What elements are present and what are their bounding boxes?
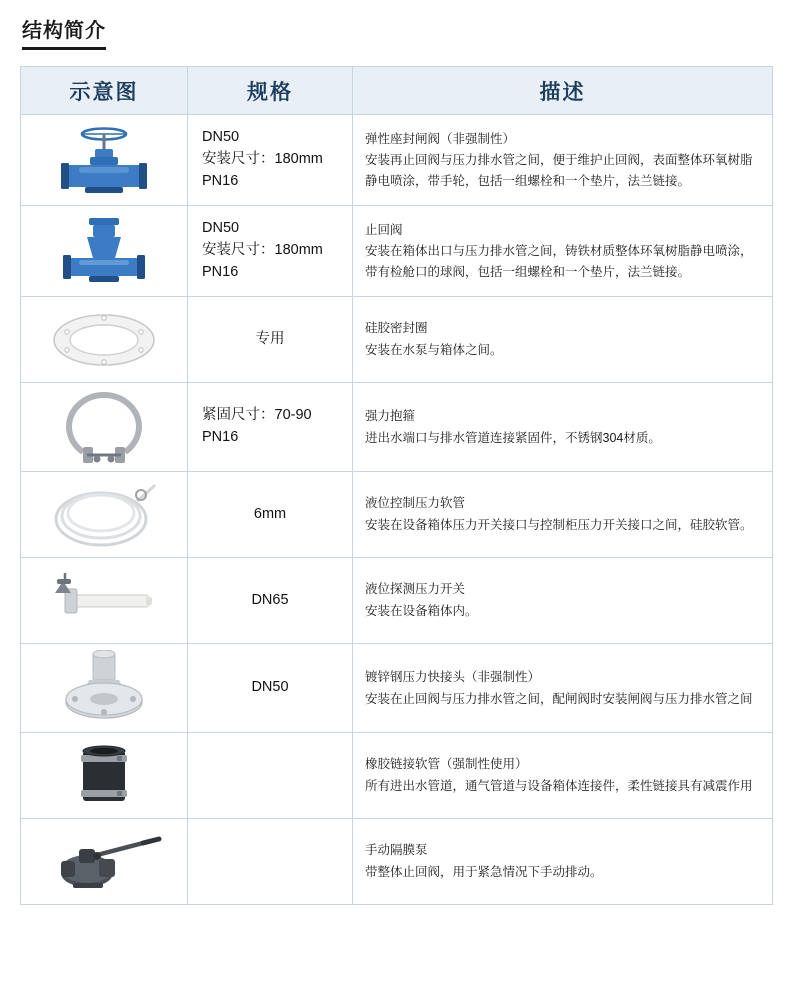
spec-table	[20, 66, 773, 905]
table-row	[21, 115, 773, 206]
column-header-description: 描述	[353, 67, 773, 115]
diagram-cell	[21, 297, 188, 383]
table-row	[21, 297, 773, 383]
description-body: 安装在箱体出口与压力排水管之间，铸铁材质整体环氧树脂静电喷涂，带有检舱口的球阀，包括一组螺栓和一个垫片，法兰链接。	[365, 244, 753, 279]
spec-cell	[188, 819, 353, 905]
spec-cell: 6mm	[188, 472, 353, 558]
spec-cell	[188, 115, 353, 206]
diagram-cell	[21, 383, 188, 472]
spec-cell: 专用	[188, 297, 353, 383]
rubber-flex-connector-icon	[59, 743, 149, 809]
spec-line-1: DN50	[202, 129, 240, 146]
diagram-cell	[21, 558, 188, 644]
spec-line-2: PN16	[202, 429, 239, 445]
table-body	[21, 115, 773, 905]
description-cell	[353, 733, 773, 819]
description-cell	[353, 383, 773, 472]
pressure-switch-probe-icon	[41, 571, 167, 631]
description-body: 带整体止回阀，用于紧急情况下手动排动。	[365, 865, 603, 879]
description-cell	[353, 297, 773, 383]
description-title: 镀锌钢压力快接头（非强制性）	[365, 669, 541, 684]
check-valve-icon	[49, 212, 159, 290]
description-title: 止回阀	[365, 222, 403, 237]
spec-line-3: PN16	[202, 172, 239, 189]
description-body: 安装在设备箱体压力开关接口与控制柜压力开关接口之间，硅胶软管。	[365, 518, 753, 532]
description-body: 所有进出水管道，通气管道与设备箱体连接件，柔性链接具有减震作用	[365, 779, 753, 793]
description-cell	[353, 558, 773, 644]
description-cell	[353, 644, 773, 733]
table-header-row	[21, 67, 773, 115]
diagram-cell	[21, 115, 188, 206]
column-header-diagram: 示意图	[21, 67, 188, 115]
table-row	[21, 819, 773, 905]
spec-cell	[188, 733, 353, 819]
spec-line-1: DN50	[202, 220, 240, 237]
table-row	[21, 383, 773, 472]
gate-valve-icon	[49, 121, 159, 199]
page-title-text: 结构简介	[22, 14, 106, 50]
description-title: 液位控制压力软管	[365, 496, 466, 511]
description-cell	[353, 115, 773, 206]
spec-line-2: 安装尺寸：180mm	[202, 242, 323, 259]
diagram-cell	[21, 206, 188, 297]
description-body: 安装在止回阀与压力排水管之间，配闸阀时安装闸阀与压力排水管之间	[365, 691, 753, 706]
spec-cell: DN65	[188, 558, 353, 644]
silicone-gasket-icon	[45, 309, 163, 371]
spec-table-container	[20, 66, 772, 905]
column-header-spec: 规格	[188, 67, 353, 115]
diagram-cell	[21, 472, 188, 558]
table-header	[21, 67, 773, 115]
description-title: 橡胶链接软管（强制性使用）	[365, 757, 528, 772]
quick-coupling-flange-icon	[49, 650, 159, 726]
description-body: 进出水端口与排水管道连接紧固件，不锈钢304材质。	[365, 430, 661, 445]
spec-cell	[188, 206, 353, 297]
manual-diaphragm-pump-icon	[39, 831, 169, 893]
pressure-hose-coil-icon	[41, 479, 167, 551]
table-row	[21, 558, 773, 644]
description-body: 安装再止回阀与压力排水管之间，便于维护止回阀，表面整体环氧树脂静电喷涂，带手轮，包括一组螺栓和一个垫片，法兰链接。	[365, 153, 753, 188]
diagram-cell	[21, 819, 188, 905]
page-title	[22, 14, 106, 50]
description-cell	[353, 472, 773, 558]
table-row	[21, 206, 773, 297]
description-title: 强力抱箍	[365, 408, 416, 423]
description-body: 安装在设备箱体内。	[365, 604, 478, 618]
description-body: 安装在水泵与箱体之间。	[365, 343, 503, 357]
spec-cell: DN50	[188, 644, 353, 733]
description-title: 硅胶密封圈	[365, 321, 428, 336]
hose-clamp-icon	[49, 389, 159, 465]
description-cell	[353, 206, 773, 297]
spec-line-1: 紧固尺寸：70-90	[202, 407, 312, 424]
spec-line-3: PN16	[202, 263, 239, 280]
spec-cell	[188, 383, 353, 472]
table-row	[21, 472, 773, 558]
diagram-cell	[21, 644, 188, 733]
description-title: 液位探测压力开关	[365, 582, 466, 597]
description-cell	[353, 819, 773, 905]
description-title: 手动隔膜泵	[365, 843, 428, 858]
spec-line-2: 安装尺寸：180mm	[202, 151, 323, 168]
diagram-cell	[21, 733, 188, 819]
table-row	[21, 644, 773, 733]
description-title: 弹性座封闸阀（非强制性）	[365, 131, 516, 146]
table-row	[21, 733, 773, 819]
